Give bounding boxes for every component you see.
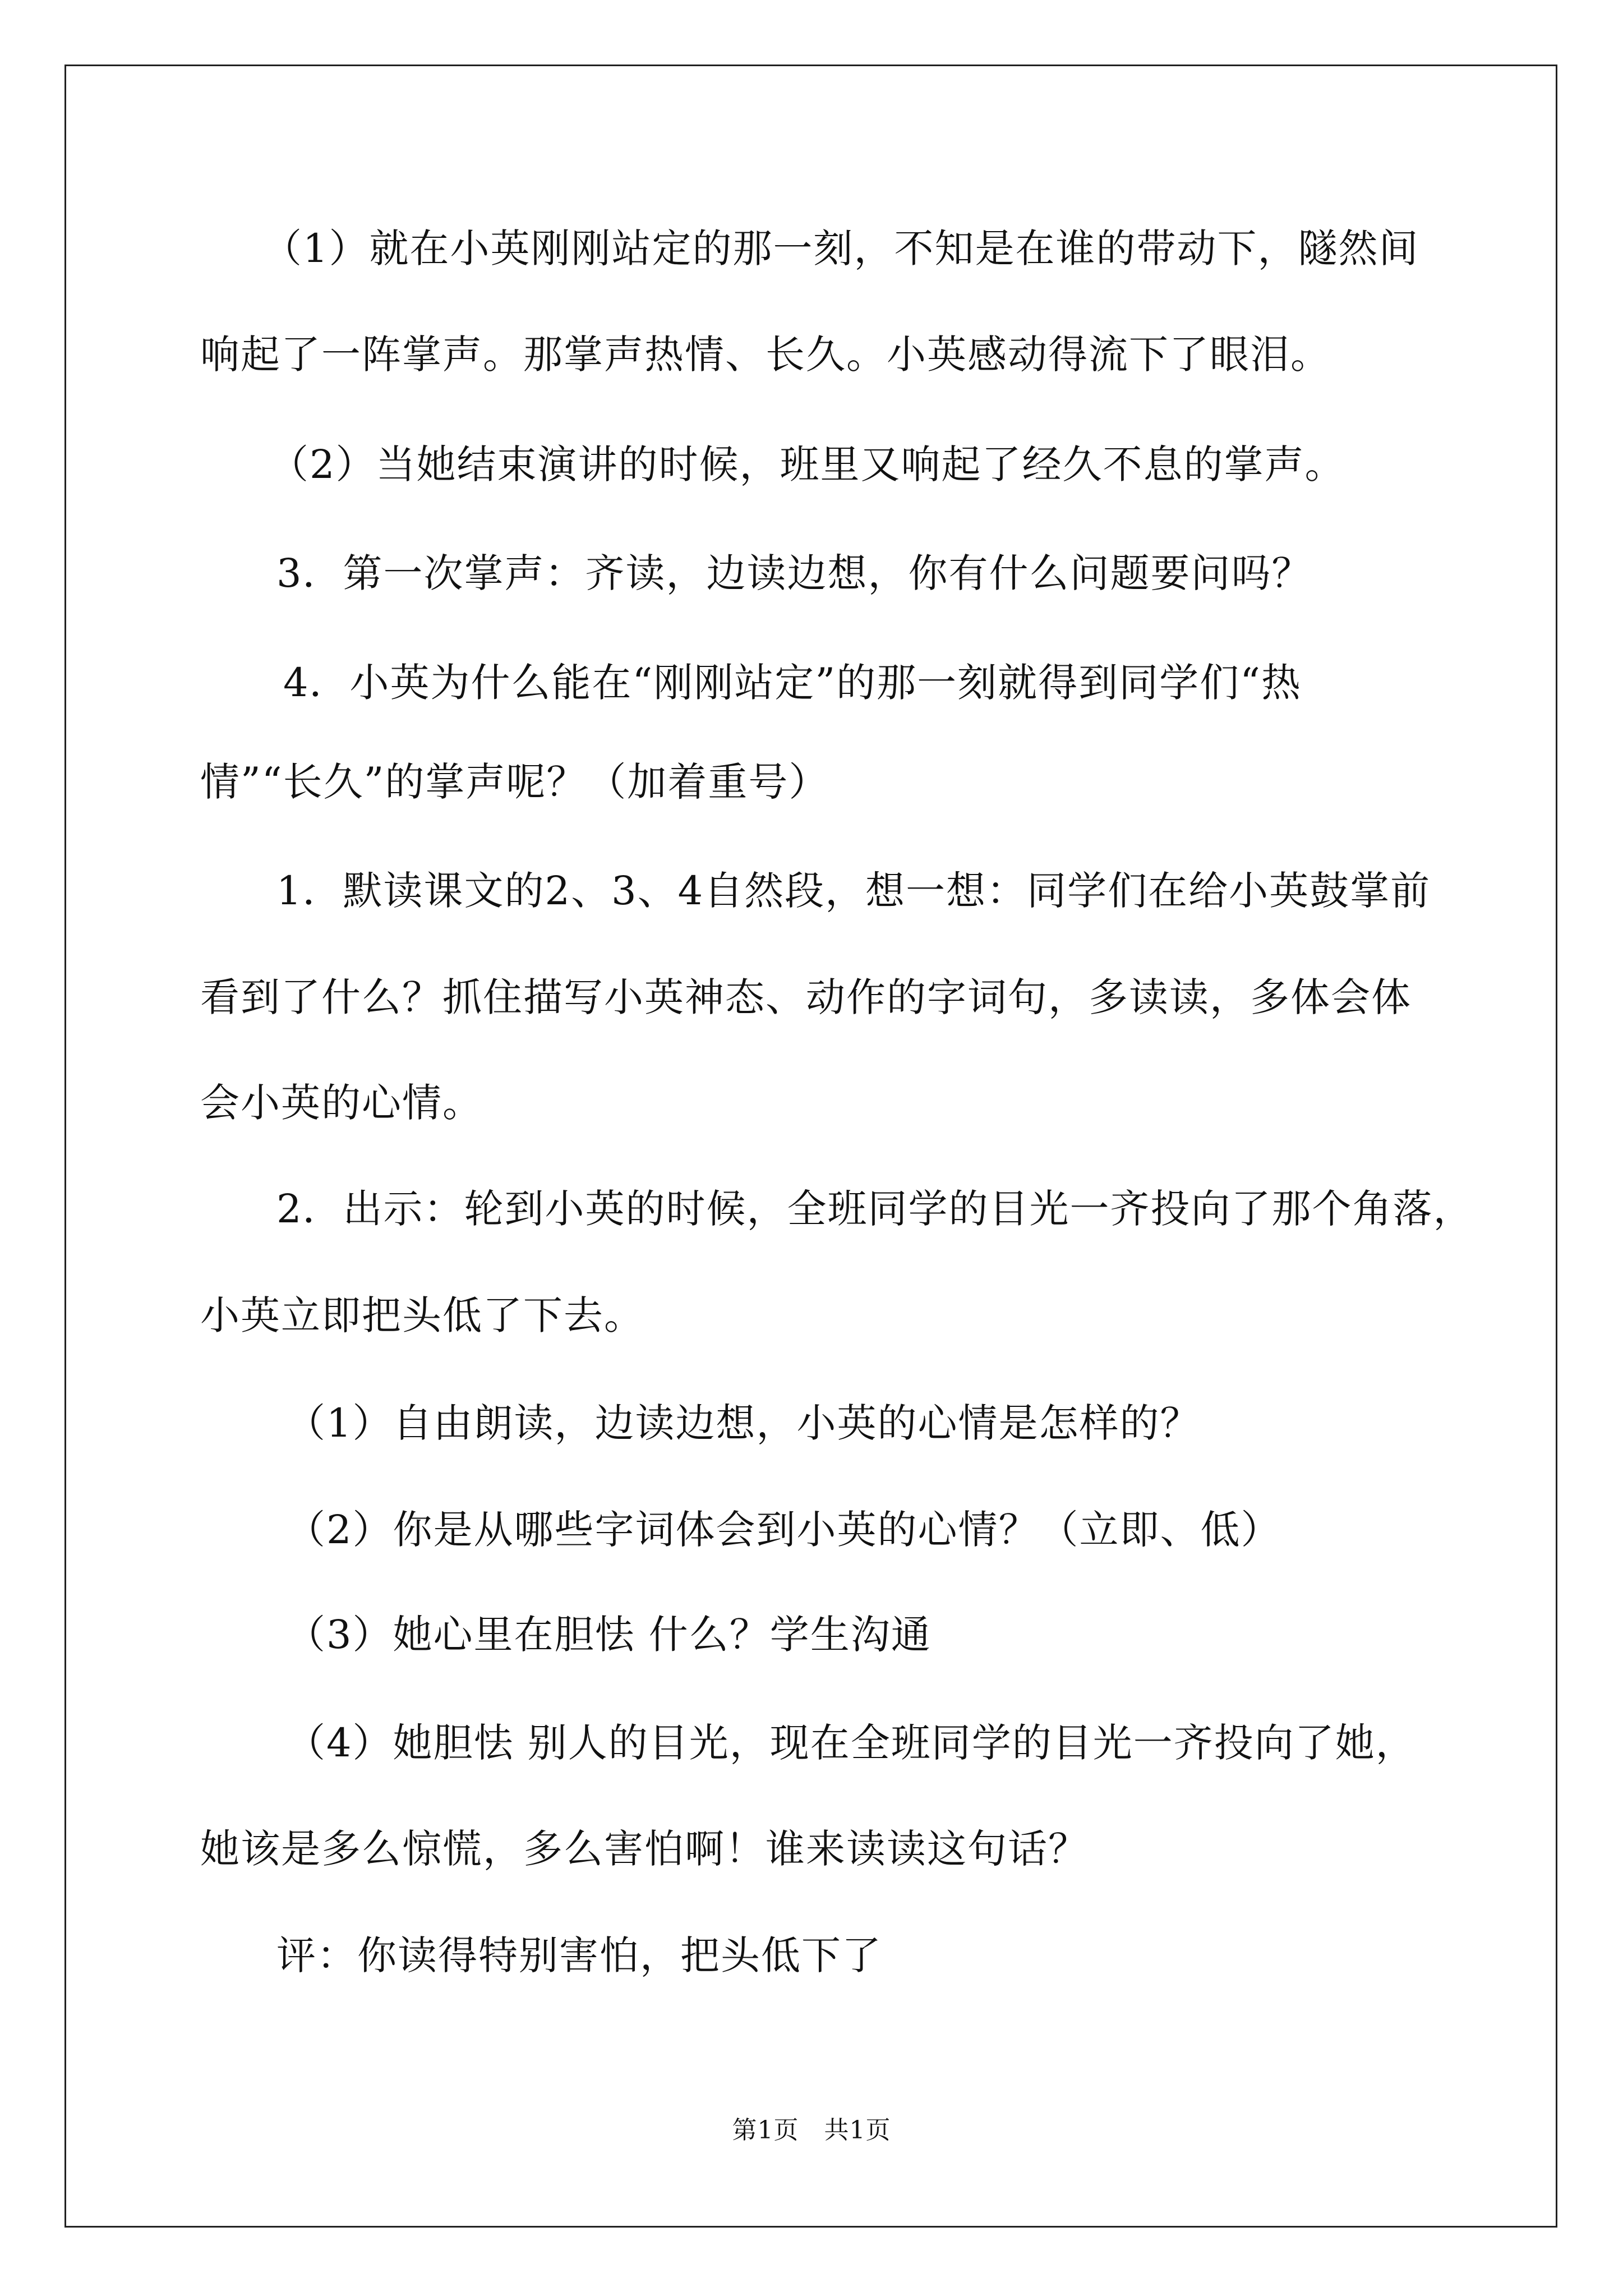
paragraph-line: 看到了什么？抓住描写小英神态、动作的字词句，多读读，多体会体 <box>200 974 1412 1020</box>
paragraph-line: 2．出示：轮到小英的时候，全班同学的目光一齐投向了那个角落， <box>276 1186 1474 1232</box>
paragraph-line: （2）当她结束演讲的时候，班里又响起了经久不息的掌声。 <box>269 441 1345 487</box>
paragraph-line: 她该是多么惊慌，多么害怕啊！谁来读读这句话？ <box>200 1826 1089 1872</box>
paragraph-line: （3）她心里在胆怯 什么？学生沟通 <box>286 1612 932 1658</box>
paragraph-line: 3．第一次掌声：齐读，边读边想，你有什么问题要问吗？ <box>276 550 1312 596</box>
paragraph-line: 响起了一阵掌声。那掌声热情、长久。小英感动得流下了眼泪。 <box>200 332 1331 378</box>
page-border <box>64 65 1557 2228</box>
paragraph-line: （2）你是从哪些字词体会到小英的心情？（立即、低） <box>286 1507 1281 1553</box>
paragraph-line: 情”“长久”的掌声呢？（加着重号） <box>200 759 829 805</box>
page-footer: 第1页 共1页 <box>732 2116 891 2145</box>
paragraph-line: 会小英的心情。 <box>200 1080 483 1126</box>
paragraph-line: 1．默读课文的2、3、4自然段，想一想：同学们在给小英鼓掌前 <box>276 868 1431 914</box>
paragraph-line: （1）自由朗读，边读边想，小英的心情是怎样的？ <box>286 1400 1201 1446</box>
paragraph-line: （4）她胆怯 别人的目光，现在全班同学的目光一齐投向了她， <box>286 1720 1416 1766</box>
paragraph-line: （1）就在小英刚刚站定的那一刻，不知是在谁的带动下，隧然间 <box>262 226 1419 272</box>
paragraph-line: 评：你读得特别害怕，把头低下了 <box>276 1932 882 1978</box>
paragraph-line: 小英立即把头低了下去。 <box>200 1292 644 1338</box>
paragraph-line: 4．小英为什么能在“刚刚站定”的那一刻就得到同学们“热 <box>283 660 1302 706</box>
